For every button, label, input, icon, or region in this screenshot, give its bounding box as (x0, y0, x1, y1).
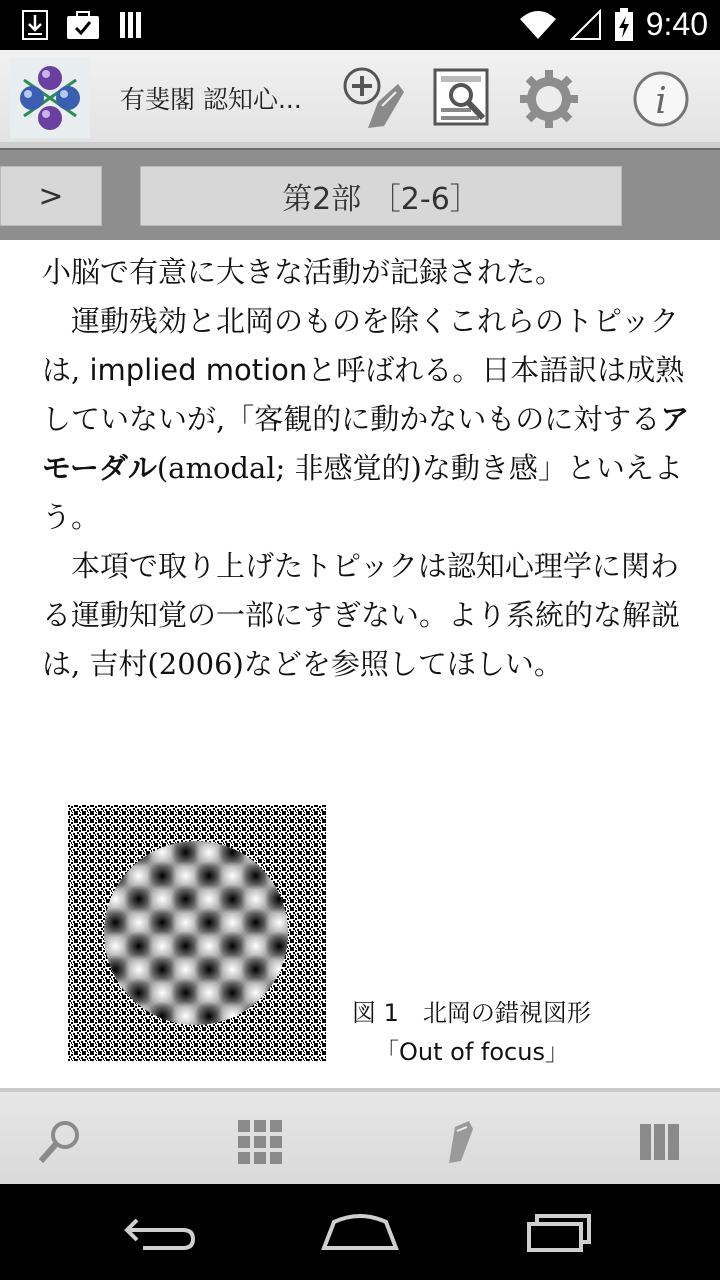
search-icon (35, 1117, 85, 1167)
system-navigation-bar (0, 1184, 720, 1280)
app-bar (0, 50, 720, 148)
download-icon (22, 10, 48, 40)
recents-button[interactable] (515, 1204, 605, 1260)
figure-caption: 図 1 北岡の錯視図形 (352, 999, 591, 1027)
search-document-icon (431, 68, 495, 130)
section-bar (0, 148, 720, 242)
wifi-icon (518, 9, 558, 41)
figure-subcaption: 「Out of focus」 (375, 1038, 569, 1066)
status-time: 9:40 (645, 6, 708, 42)
bars-icon (118, 10, 146, 40)
grid-button[interactable] (228, 1110, 292, 1174)
paragraph-3: 本項で取り上げたトピックは認知心理学に関わる運動知覚の一部にすぎない。より系統的な解説は, 吉村(2006)などを参照してほしい。 (42, 549, 681, 681)
signal-icon (570, 9, 602, 41)
columns-button[interactable] (628, 1110, 692, 1174)
add-bookmark-icon (338, 64, 408, 134)
back-icon (123, 1212, 197, 1252)
checklist-icon (66, 10, 100, 40)
status-right-icons (518, 6, 708, 43)
settings-button[interactable] (514, 64, 584, 134)
paragraph-2-latin: implied motion (89, 353, 308, 387)
home-button[interactable] (315, 1204, 405, 1260)
settings-gear-icon (518, 68, 580, 130)
paragraph-2-text-b: と呼ばれる。日本語訳は成熟していないが,「客観的に動かないものに対する (42, 353, 685, 436)
bookmark-tag-button[interactable] (428, 1110, 492, 1174)
section-title[interactable]: 第2部 ［2-6］ (140, 166, 622, 226)
status-left-icons (22, 10, 146, 40)
status-bar (0, 0, 720, 50)
app-title: 有斐閣 認知心... (120, 85, 302, 114)
paragraph-2-text-c: (amodal; 非感覚的)な動き感」といえよう。 (42, 451, 683, 534)
info-icon (632, 70, 690, 128)
svg-text:i: i (655, 81, 667, 122)
next-section-button[interactable]: > (0, 166, 102, 226)
reader-content[interactable] (0, 240, 720, 1088)
info-button[interactable] (626, 64, 696, 134)
illusion-figure-image (68, 805, 326, 1061)
molecule-logo-icon[interactable] (10, 58, 90, 138)
bottom-toolbar (0, 1088, 720, 1188)
home-icon (320, 1210, 400, 1254)
back-button[interactable] (115, 1204, 205, 1260)
add-bookmark-button[interactable] (338, 64, 408, 134)
recents-icon (523, 1210, 597, 1254)
search-document-button[interactable] (428, 64, 498, 134)
paragraph-2-bold-term: アモーダル (42, 402, 690, 485)
paragraph-1: 小脳で有意に大きな活動が記録された。 (42, 255, 565, 289)
bookmark-tag-icon (435, 1117, 485, 1167)
battery-charging-icon (614, 8, 634, 42)
search-button[interactable] (28, 1110, 92, 1174)
paragraph-2 (42, 297, 692, 542)
paragraph-2-text-a: 運動残効と北岡のものを除くこれらのトピックは, (42, 304, 679, 387)
columns-icon (638, 1120, 682, 1164)
grid-icon (236, 1118, 284, 1166)
